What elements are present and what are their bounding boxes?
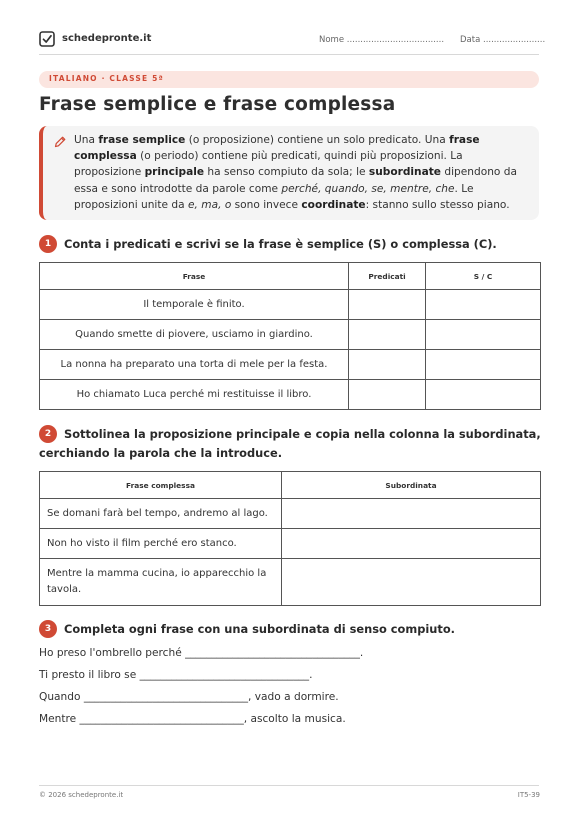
fill-line-3[interactable]: Quando _______________________________, vado a dormire. (39, 691, 339, 703)
site-name: schedepronte.it (62, 33, 152, 44)
predicati-answer-cell[interactable] (349, 380, 426, 410)
sentence-cell: Il temporale è finito. (40, 290, 349, 320)
table-row (40, 380, 541, 410)
complex-sentence-cell: Mentre la mamma cucina, io apparecchio la tavola. (40, 559, 282, 606)
sc-answer-cell[interactable] (426, 290, 541, 320)
subordinata-answer-cell[interactable] (282, 559, 541, 606)
fill-line-2[interactable]: Ti presto il libro se ________________________________. (39, 669, 313, 681)
table-row (40, 350, 541, 380)
complex-sentence-cell: Se domani farà bel tempo, andremo al lago. (40, 499, 282, 529)
table-row (40, 320, 541, 350)
header-divider (39, 54, 539, 55)
header-frase: Frase (40, 263, 349, 290)
sc-answer-cell[interactable] (426, 350, 541, 380)
checkbox-logo-icon (39, 31, 55, 47)
page-title: Frase semplice e frase complessa (39, 94, 396, 115)
header-frase-complessa: Frase complessa (40, 472, 282, 499)
pencil-icon (53, 135, 67, 149)
sc-answer-cell[interactable] (426, 380, 541, 410)
subordinata-answer-cell[interactable] (282, 499, 541, 529)
exercise-2-title-line1: Sottolinea la proposizione principale e copia nella colonna la subordinata, (64, 427, 541, 441)
sentence-cell: Ho chiamato Luca perché mi restituisse il libro. (40, 380, 349, 410)
fill-line-4[interactable]: Mentre _______________________________, ascolto la musica. (39, 713, 346, 725)
exercise-3-number: 3 (39, 620, 57, 638)
exercise-2-title-line2: cerchiando la parola che la introduce. (39, 446, 283, 460)
table-row (40, 529, 541, 559)
exercise-1-title: Conta i predicati e scrivi se la frase è semplice (S) o complessa (C). (64, 237, 497, 251)
header-s-c: S / C (426, 263, 541, 290)
exercise-1-number: 1 (39, 235, 57, 253)
exercise-2-table (39, 471, 541, 606)
predicati-answer-cell[interactable] (349, 350, 426, 380)
footer-copyright: © 2026 schedepronte.it (39, 791, 124, 799)
exercise-1-table (39, 262, 541, 410)
subordinata-answer-cell[interactable] (282, 529, 541, 559)
table-row (40, 290, 541, 320)
footer-divider (39, 785, 539, 786)
sentence-cell: Quando smette di piovere, usciamo in giardino. (40, 320, 349, 350)
predicati-answer-cell[interactable] (349, 290, 426, 320)
predicati-answer-cell[interactable] (349, 320, 426, 350)
header-predicati: Predicati (349, 263, 426, 290)
exercise-2-number: 2 (39, 425, 57, 443)
complex-sentence-cell: Non ho visto il film perché ero stanco. (40, 529, 282, 559)
subject-label: ITALIANO · CLASSE 5ª (49, 74, 164, 83)
exercise-3-title: Completa ogni frase con una subordinata di senso compiuto. (64, 622, 456, 636)
table-row (40, 559, 541, 606)
intro-text: Una frase semplice (o proposizione) contiene un solo predicato. Una frase complessa (o periodo) contiene più predicati, quindi più proposizioni. La proposizione principale ha senso compiuto da sola; le subordinate dipendono da essa e sono introdotte da parole come perché, quando, se, mentre, che. Le proposizioni unite da e, ma, o sono invece coordinate: stanno sullo stesso piano. (74, 134, 517, 211)
header-subordinata: Subordinata (282, 472, 541, 499)
sc-answer-cell[interactable] (426, 320, 541, 350)
sentence-cell: La nonna ha preparato una torta di mele per la festa. (40, 350, 349, 380)
fill-line-1[interactable]: Ho preso l'ombrello perché _________________________________. (39, 647, 364, 659)
table-row (40, 499, 541, 529)
date-field: Data ....................... (460, 35, 546, 45)
name-field: Nome .................................... (319, 35, 445, 45)
footer-code: IT5-39 (517, 791, 540, 799)
